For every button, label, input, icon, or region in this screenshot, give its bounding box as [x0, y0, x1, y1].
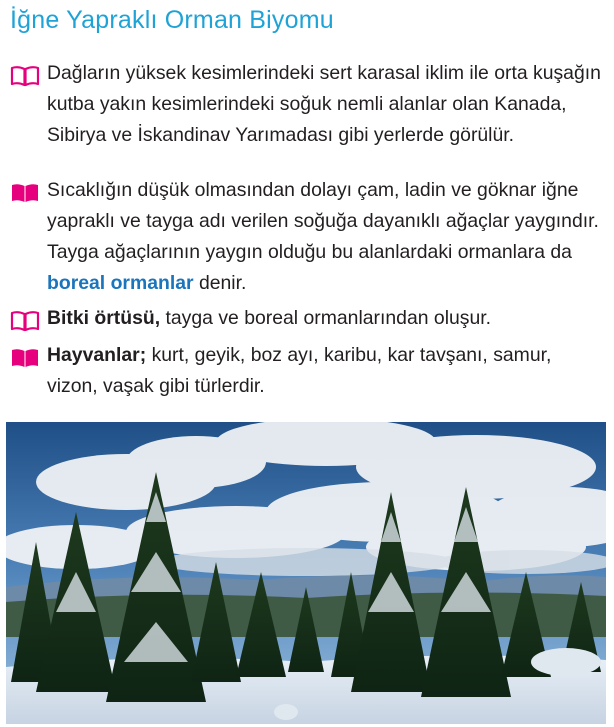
open-book-outline-icon: [10, 310, 40, 332]
item-text-end: denir.: [198, 272, 247, 294]
item-text: tayga ve boreal ormanlarından oluşur.: [165, 307, 492, 329]
taiga-forest-photo: [6, 422, 606, 724]
bold-label: Hayvanlar;: [47, 344, 147, 366]
list-item-distribution: [10, 58, 606, 151]
list-item-vegetation: [10, 303, 606, 334]
bold-label: Bitki örtüsü,: [47, 307, 161, 329]
open-book-filled-icon: [10, 182, 40, 204]
item-text: kurt, geyik, boz ayı, karibu, kar tavşanı, samur, vizon, vaşak gibi türlerdir.: [47, 344, 552, 397]
list-item-trees: [10, 175, 606, 299]
list-item-animals: [10, 340, 606, 402]
open-book-filled-icon: [10, 347, 40, 369]
item-text: Dağların yüksek kesimlerindeki sert karasal iklim ile orta kuşağın kutba yakın kesimlerindeki soğuk nemli alanlar olan Kanada, Sibirya ve İskandinav Yarımadası gibi yerlerde görülür.: [47, 62, 601, 146]
item-text: Sıcaklığın düşük olmasından dolayı çam, ladin ve göknar iğne yapraklı ve tayga adı verilen soğuğa dayanıklı ağaçlar yaygındır. Tayga ağaçlarının yaygın olduğu bu alanlardaki ormanlara da: [47, 179, 599, 263]
highlight-term: boreal ormanlar: [47, 272, 194, 294]
page-title: İğne Yapraklı Orman Biyomu: [10, 6, 334, 34]
open-book-outline-icon: [10, 65, 40, 87]
